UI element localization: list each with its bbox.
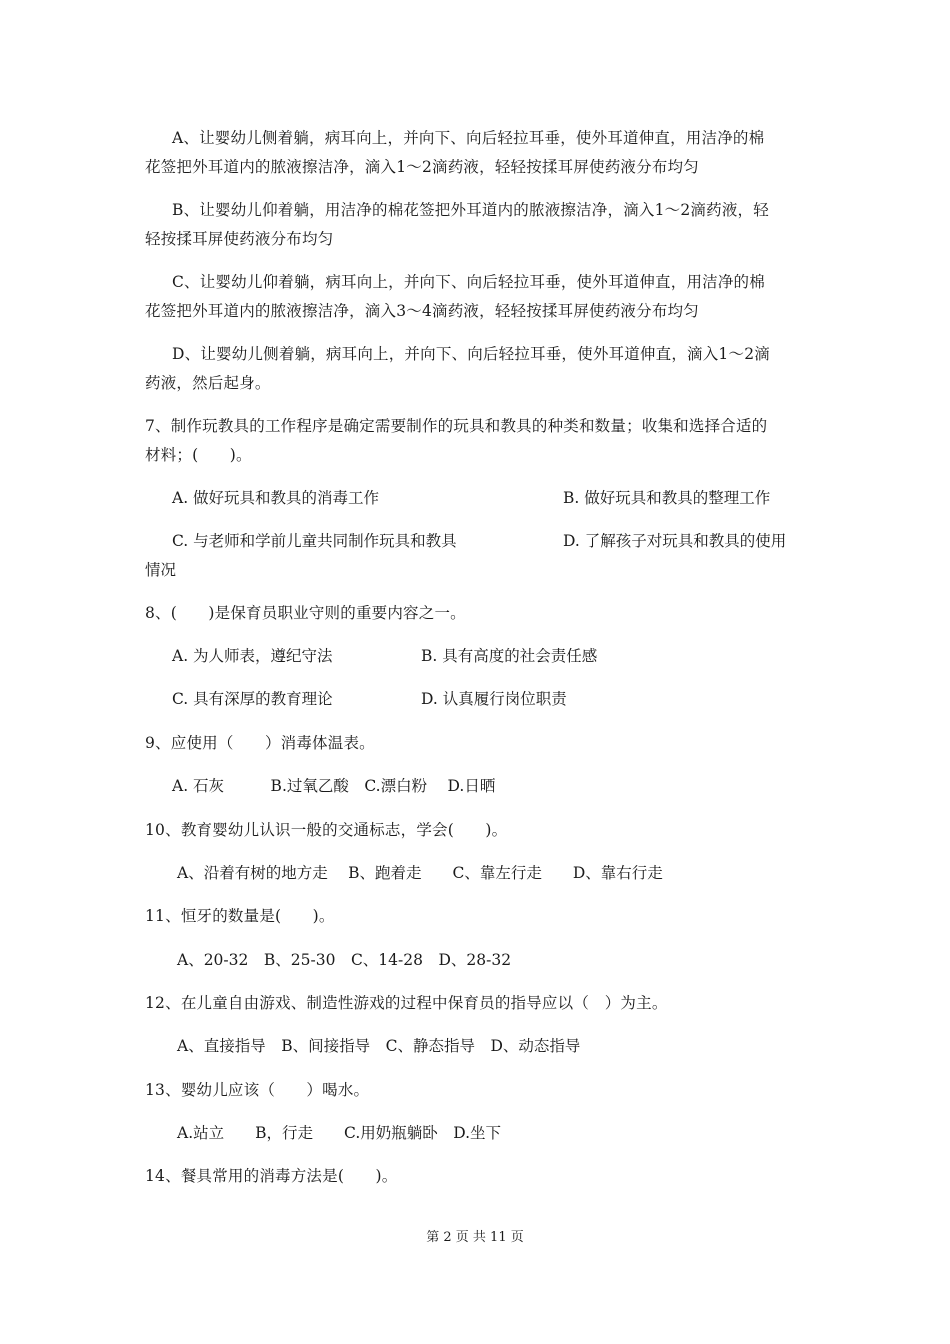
question-7-option-c: C. 与老师和学前儿童共同制作玩具和教具 [172,532,457,550]
question-8-option-a: A. 为人师表，遵纪守法 [172,647,333,665]
page-number-footer: 第 2 页 共 11 页 [426,1230,524,1245]
question-8-option-d: D. 认真履行岗位职责 [421,690,567,708]
question-8-option-c: C. 具有深厚的教育理论 [172,690,333,708]
option-c-line-1: C、让婴幼儿仰着躺，病耳向上，并向下、向后轻拉耳垂，使外耳道伸直，用洁净的棉 [172,273,765,291]
option-c-line-2: 花签把外耳道内的脓液擦洁净，滴入3～4滴药液，轻轻按揉耳屏使药液分布均匀 [145,302,699,320]
question-14-stem: 14、餐具常用的消毒方法是( )。 [145,1167,398,1185]
question-11-stem: 11、恒牙的数量是( )。 [145,907,335,925]
question-7-option-a: A. 做好玩具和教具的消毒工作 [172,489,380,507]
question-7-stem-line-1: 7、制作玩教具的工作程序是确定需要制作的玩具和教具的种类和数量；收集和选择合适的 [145,417,768,435]
option-d-line-1: D、让婴幼儿侧着躺，病耳向上，并向下、向后轻拉耳垂，使外耳道伸直，滴入1～2滴 [172,345,770,363]
question-10-options: A、沿着有树的地方走 B、跑着走 C、靠左行走 D、靠右行走 [177,864,663,882]
question-13-stem: 13、婴幼儿应该（ ）喝水。 [145,1081,370,1099]
option-b-line-1: B、让婴幼儿仰着躺，用洁净的棉花签把外耳道内的脓液擦洁净，滴入1～2滴药液，轻 [172,201,769,219]
question-10-stem: 10、教育婴幼儿认识一般的交通标志，学会( )。 [145,821,508,839]
option-a-line-2: 花签把外耳道内的脓液擦洁净，滴入1～2滴药液，轻轻按揉耳屏使药液分布均匀 [145,158,699,176]
question-12-stem: 12、在儿童自由游戏、制造性游戏的过程中保育员的指导应以（ ）为主。 [145,994,668,1012]
question-11-options: A、20-32 B、25-30 C、14-28 D、28-32 [177,951,512,969]
option-a-line-1: A、让婴幼儿侧着躺，病耳向上，并向下、向后轻拉耳垂，使外耳道伸直，用洁净的棉 [172,129,765,147]
question-7-stem-line-2: 材料；( )。 [145,446,252,464]
question-8-option-b: B. 具有高度的社会责任感 [421,647,598,665]
question-7-option-d-continued: 情况 [145,561,177,579]
question-7-option-d: D. 了解孩子对玩具和教具的使用 [563,532,787,550]
option-b-line-2: 轻按揉耳屏使药液分布均匀 [145,230,334,248]
question-12-options: A、直接指导 B、间接指导 C、静态指导 D、动态指导 [177,1037,581,1055]
option-d-line-2: 药液，然后起身。 [145,374,271,392]
question-8-stem: 8、( )是保育员职业守则的重要内容之一。 [145,604,466,622]
question-7-option-b: B. 做好玩具和教具的整理工作 [563,489,771,507]
question-13-options: A.站立 B，行走 C.用奶瓶躺卧 D.坐下 [177,1124,502,1142]
question-9-stem: 9、应使用（ ）消毒体温表。 [145,734,375,752]
question-9-options: A. 石灰 B.过氧乙酸 C.漂白粉 D.日晒 [172,777,496,795]
